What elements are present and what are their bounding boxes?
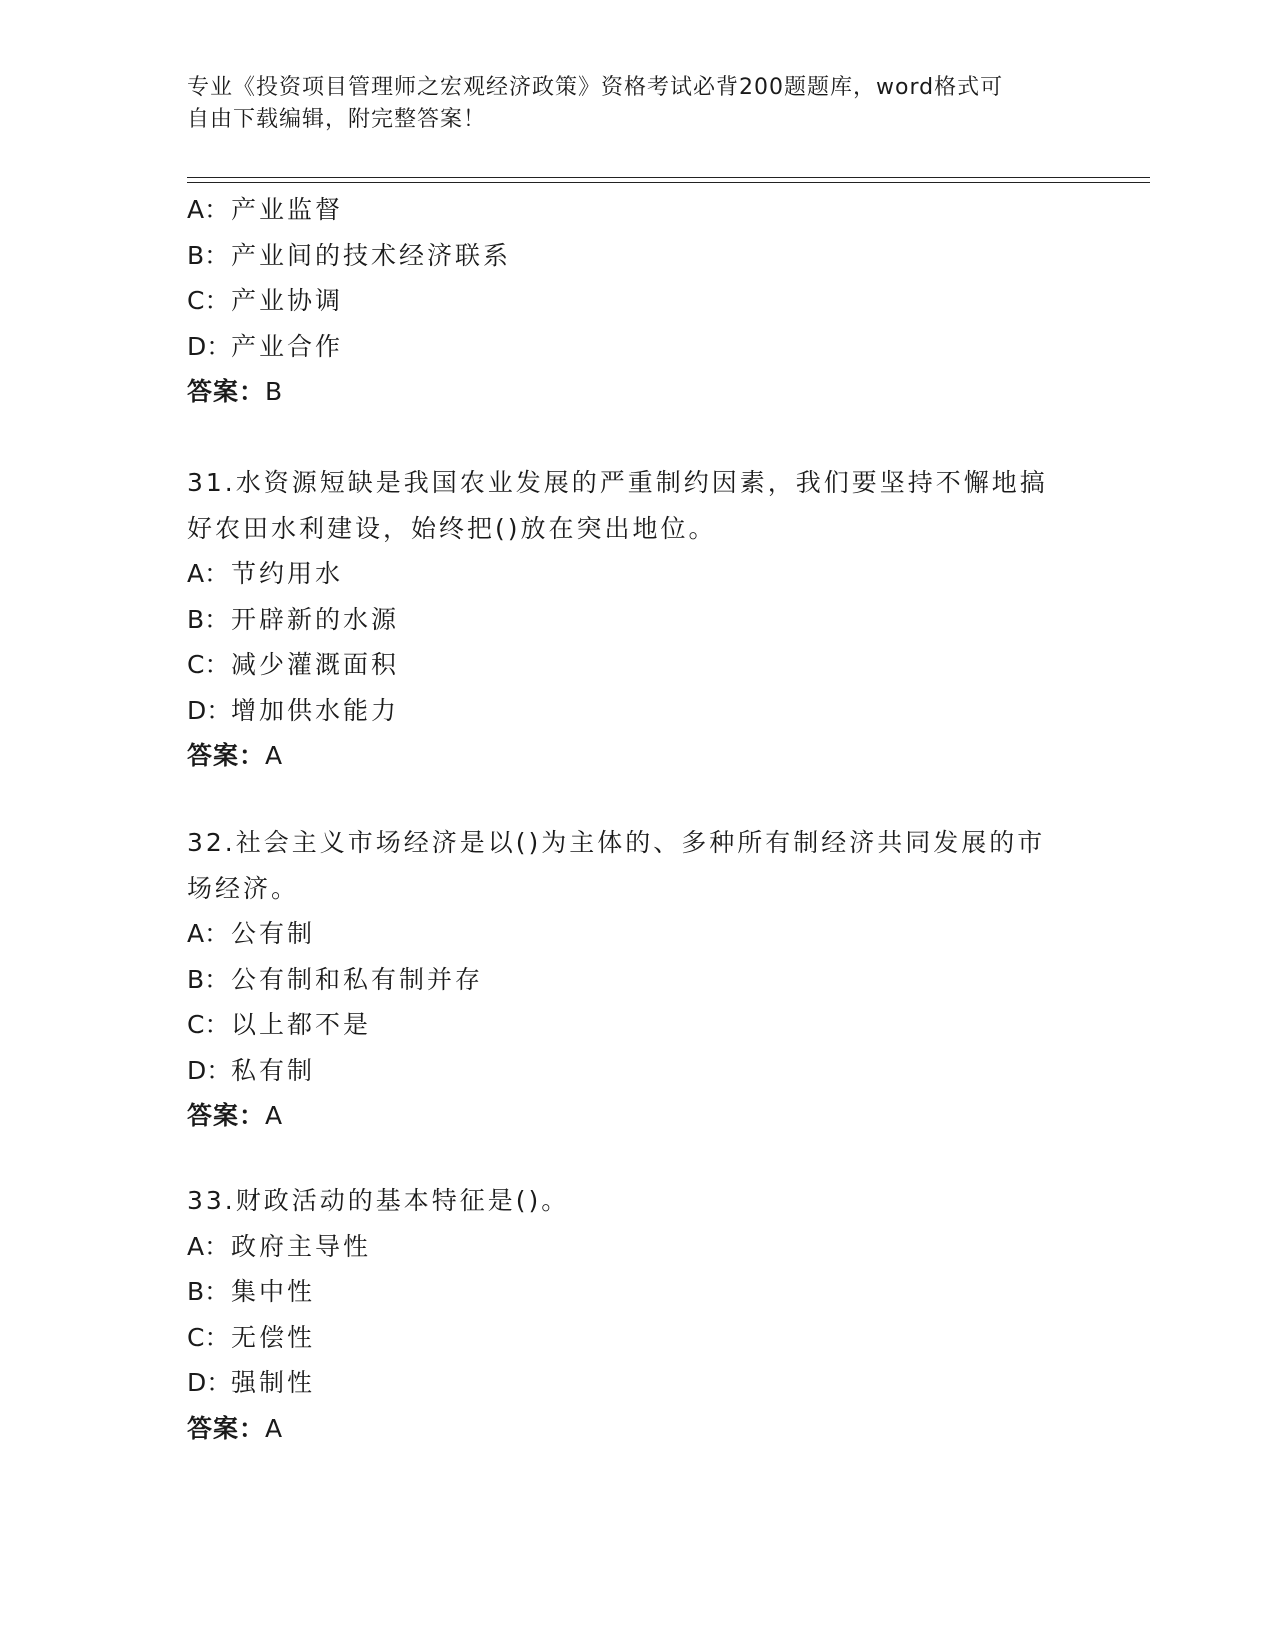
question-stem-line-2: 场经济。 xyxy=(187,873,300,903)
option-c xyxy=(187,1002,1087,1048)
option-text: 产业合作 xyxy=(231,331,344,361)
option-text: 产业监督 xyxy=(231,195,344,224)
option-d xyxy=(187,688,1087,734)
option-text: 产业间的技术经济联系 xyxy=(231,240,512,270)
option-a xyxy=(187,187,1087,233)
header-line-1: 专业《投资项目管理师之宏观经济政策》资格考试必背200题题库，word格式可 xyxy=(187,75,1004,100)
option-text: 公有制 xyxy=(231,919,316,948)
option-text: 政府主导性 xyxy=(231,1231,372,1261)
option-text: 增加供水能力 xyxy=(231,695,400,725)
option-a xyxy=(187,551,1087,597)
header-rule-top xyxy=(187,177,1150,178)
option-b xyxy=(187,957,1087,1003)
option-d xyxy=(187,324,1087,370)
option-c xyxy=(187,1315,1087,1361)
answer-label: 答案： xyxy=(187,1413,266,1443)
question-stem-line-1: 31.水资源短缺是我国农业发展的严重制约因素，我们要坚持不懈地搞 xyxy=(187,468,1048,497)
option-letter: D： xyxy=(187,695,232,725)
option-text: 强制性 xyxy=(231,1368,316,1397)
answer-label: 答案： xyxy=(187,741,266,770)
option-letter: B： xyxy=(187,240,230,270)
answer xyxy=(187,1093,1087,1139)
option-c xyxy=(187,278,1087,324)
option-d xyxy=(187,1048,1087,1094)
option-c xyxy=(187,642,1087,688)
option-letter: A： xyxy=(187,559,230,588)
option-b xyxy=(187,597,1087,643)
option-letter: D： xyxy=(187,1055,232,1085)
option-letter: C： xyxy=(187,1010,230,1039)
option-letter: C： xyxy=(187,1322,230,1352)
option-letter: A： xyxy=(187,1231,230,1261)
answer-value: A xyxy=(265,1413,283,1443)
answer xyxy=(187,1406,1087,1452)
option-letter: A： xyxy=(187,919,230,948)
question-stem-line-1: 33.财政活动的基本特征是()。 xyxy=(187,1186,570,1215)
question-33 xyxy=(187,1178,1087,1451)
option-letter: A： xyxy=(187,195,230,224)
option-letter: D： xyxy=(187,331,232,361)
option-text: 减少灌溉面积 xyxy=(231,650,400,679)
option-b xyxy=(187,233,1087,279)
option-text: 私有制 xyxy=(231,1055,316,1085)
option-letter: B： xyxy=(187,1277,230,1306)
answer xyxy=(187,733,1087,779)
answer-value: A xyxy=(265,741,283,770)
answer-value: A xyxy=(265,1101,283,1130)
option-text: 开辟新的水源 xyxy=(231,604,400,634)
option-a xyxy=(187,1224,1087,1270)
option-a xyxy=(187,911,1087,957)
question-stem-line-1: 32.社会主义市场经济是以()为主体的、多种所有制经济共同发展的市 xyxy=(187,828,1046,857)
option-text: 以上都不是 xyxy=(231,1010,372,1039)
option-b xyxy=(187,1269,1087,1315)
option-text: 无偿性 xyxy=(231,1322,316,1352)
option-text: 集中性 xyxy=(231,1277,316,1306)
answer-label: 答案： xyxy=(187,377,266,406)
header-line-2: 自由下载编辑，附完整答案！ xyxy=(187,107,487,132)
document-header xyxy=(187,72,1087,136)
option-letter: C： xyxy=(187,286,230,315)
option-letter: D： xyxy=(187,1368,232,1397)
option-letter: B： xyxy=(187,604,230,634)
option-text: 节约用水 xyxy=(231,559,344,588)
option-letter: C： xyxy=(187,650,230,679)
question-32 xyxy=(187,820,1087,1139)
answer-label: 答案： xyxy=(187,1101,266,1130)
option-text: 产业协调 xyxy=(231,286,344,315)
option-text: 公有制和私有制并存 xyxy=(231,964,484,994)
option-letter: B： xyxy=(187,964,230,994)
answer xyxy=(187,369,1087,415)
answer-value: B xyxy=(265,377,283,406)
header-rule-bottom xyxy=(187,182,1150,183)
option-d xyxy=(187,1360,1087,1406)
question-31 xyxy=(187,460,1087,779)
question-30 xyxy=(187,187,1087,415)
question-stem-line-2: 好农田水利建设，始终把()放在突出地位。 xyxy=(187,513,717,543)
